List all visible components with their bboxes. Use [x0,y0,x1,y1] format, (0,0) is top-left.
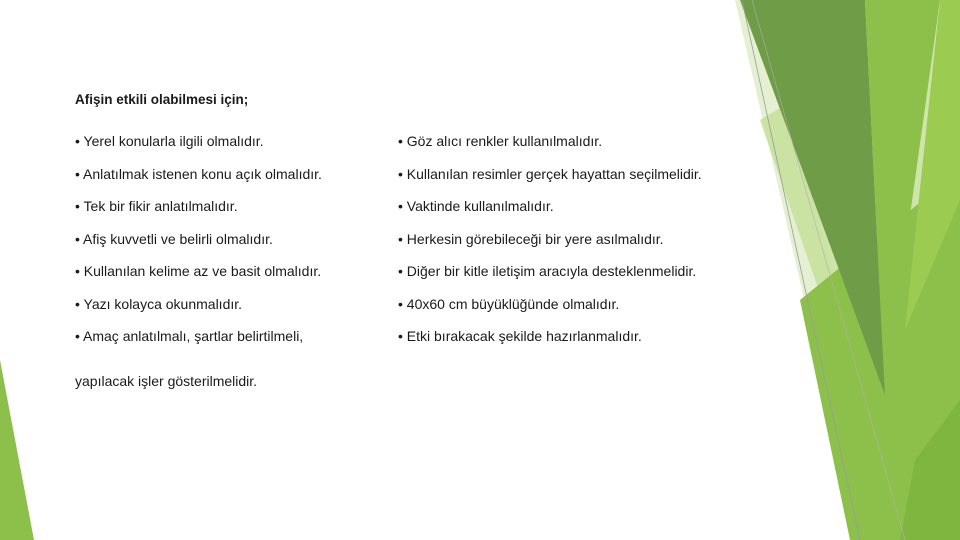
list-item: • Kullanılan resimler gerçek hayattan seçilmelidir. [398,165,702,182]
slide-title: Afişin etkili olabilmesi için; [75,92,249,107]
list-item: • Etki bırakacak şekilde hazırlanmalıdır. [398,328,642,344]
list-item: • Vaktinde kullanılmalıdır. [398,198,554,214]
list-item: • Diğer bir kitle iletişim aracıyla desteklenmelidir. [398,263,697,279]
list-item: • 40x60 cm büyüklüğünde olmalıdır. [398,295,620,312]
list-item: • Yerel konularla ilgili olmalıdır. [75,133,264,149]
left-bullet-list [75,133,395,361]
list-item: • Göz alıcı renkler kullanılmalıdır. [398,133,603,149]
right-bullet-list [398,133,788,361]
list-item: • Kullanılan kelime az ve basit olmalıdır. [75,263,322,279]
list-item: • Amaç anlatılmalı, şartlar belirtilmeli, [75,328,304,344]
list-item: • Anlatılmak istenen konu açık olmalıdır. [75,165,322,182]
list-item: • Afiş kuvvetli ve belirli olmalıdır. [75,230,273,247]
list-item-continuation: yapılacak işler gösterilmelidir. [75,373,258,389]
list-item: • Yazı kolayca okunmalıdır. [75,295,243,312]
list-item: • Tek bir fikir anlatılmalıdır. [75,198,238,214]
left-edge-shape [0,360,34,540]
list-item: • Herkesin görebileceği bir yere asılmalıdır. [398,230,664,247]
